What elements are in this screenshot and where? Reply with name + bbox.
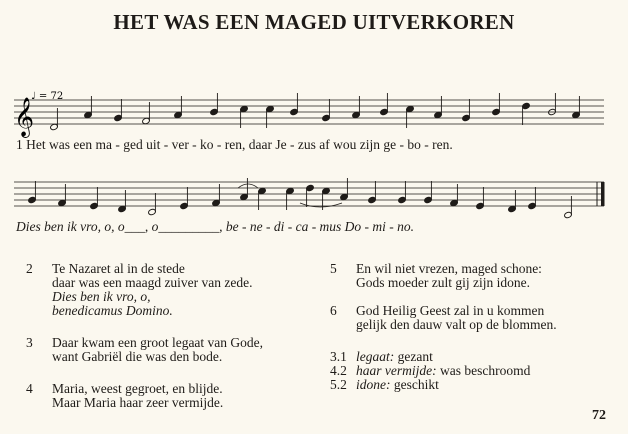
verse-number: 5 xyxy=(330,261,337,276)
verse-number: 2 xyxy=(26,261,33,276)
verse-line: Daar kwam een groot legaat van Gode, xyxy=(52,335,264,350)
verse-5 xyxy=(330,262,610,292)
verse-number: 4 xyxy=(26,381,33,396)
verse-line: want Gabriël die was den bode. xyxy=(52,349,223,364)
verse-number: 6 xyxy=(330,303,337,318)
verse-line: God Heilig Geest zal in u kommen xyxy=(356,303,545,318)
treble-clef-icon: 𝄞 xyxy=(14,97,35,137)
verse-line: Maar Maria haar zeer vermijde. xyxy=(52,395,224,410)
glossary-entry: 4.2 haar vermijde: was beschroomd xyxy=(330,363,531,378)
verse-2 xyxy=(26,262,316,322)
page-number: 72 xyxy=(592,408,606,423)
glossary xyxy=(330,350,530,392)
verse-6 xyxy=(330,304,610,334)
staff-2-notes xyxy=(28,178,573,219)
verse-3 xyxy=(26,336,316,366)
glossary-entry: 3.1 legaat: gezant xyxy=(330,349,433,364)
staff-2-lyrics: Dies ben ik vro, o, o___, o_________, be - ne - di - ca - mus Do - mi - no. xyxy=(16,219,415,234)
verse-number: 3 xyxy=(26,335,33,350)
verse-line: gelijk den dauw valt op de blommen. xyxy=(356,317,557,332)
verse-line: En wil niet vrezen, maged schone: xyxy=(356,261,542,276)
verse-line: Dies ben ik vro, o, xyxy=(52,289,151,304)
staff-lines xyxy=(14,100,604,124)
verse-line: daar was een maagd zuiver van zede. xyxy=(52,275,253,290)
slur xyxy=(238,184,258,188)
tempo-marking: ♩ = 72 xyxy=(31,91,64,102)
glossary-entry: 5.2 idone: geschikt xyxy=(330,377,439,392)
verse-4 xyxy=(26,382,316,412)
verse-line: Gods moeder zult gij zijn idone. xyxy=(356,275,530,290)
staff-1-lyrics: 1 Het was een ma - ged uit - ver - ko - ren, daar Je - zus af wou zijn ge - bo - ren. xyxy=(16,137,453,152)
song-title: HET WAS EEN MAGED UITVERKOREN xyxy=(113,10,515,34)
verse-line: Te Nazaret al in de stede xyxy=(52,261,185,276)
verse-line: benedicamus Domino. xyxy=(52,303,173,318)
verse-line: Maria, weest gegroet, en blijde. xyxy=(52,381,223,396)
